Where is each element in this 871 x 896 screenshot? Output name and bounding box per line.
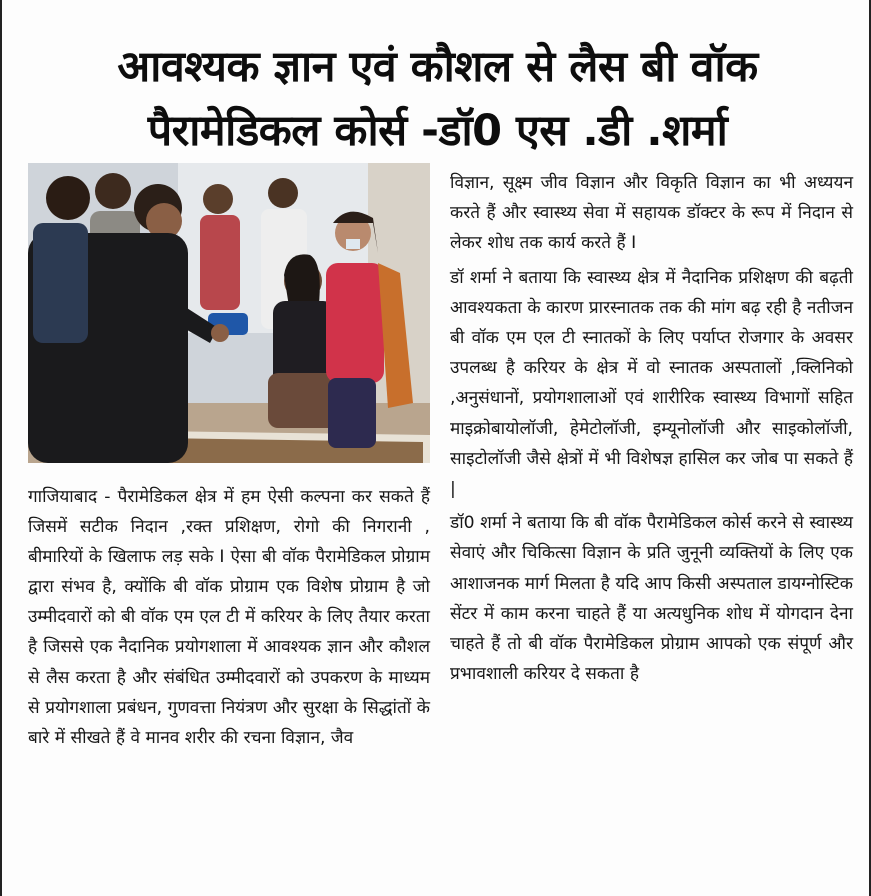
article-left-column bbox=[28, 482, 430, 753]
headline-line-1: आवश्यक ज्ञान एवं कौशल से लैस बी वॉक bbox=[117, 41, 758, 92]
news-photo bbox=[28, 163, 430, 463]
left-paragraph-1: गाजियाबाद - पैरामेडिकल क्षेत्र में हम ऐसी कल्पना कर सकते हैं जिसमें सटीक निदान ,रक्त प्रशिक्षण, रोगो की निगरानी , बीमारियों के खिलाफ लड़ सके I ऐसा बी वॉक पैरामेडिकल प्रोग्राम द्वारा संभव है, क्योंकि बी वॉक प्रोग्राम एक विशेष प्रोग्राम है जो उम्मीदवारों को बी वॉक एम एल टी में करियर के लिए तैयार करता है जिससे एक नैदानिक प्रयोगशाला में आवश्यक ज्ञान और कौशल से लैस करता है और संबंधित उम्मीदवारों को उपकरण के माध्यम से प्रयोगशाला प्रबंधन, गुणवत्ता नियंत्रण और सुरक्षा के सिद्धांतों के बारे में सीखते हैं वे मानव शरीर की रचना विज्ञान, जैव bbox=[28, 487, 430, 748]
right-paragraph-3: डॉ0 शर्मा ने बताया कि बी वॉक पैरामेडिकल कोर्स करने से स्वास्थ्य सेवाएं और चिकित्सा विज्ञान के प्रति जुनूनी व्यक्तियों के लिए एक आशाजनक मार्ग मिलता है यदि आप किसी अस्पताल डायग्नोस्टिक सेंटर में काम करना चाहते हैं या अत्यधुनिक शोध में योगदान देना चाहते हैं तो बी वॉक पैरामेडिकल प्रोग्राम आपको एक संपूर्ण और प्रभावशाली करियर दे सकता है bbox=[450, 513, 853, 685]
right-paragraph-1: विज्ञान, सूक्ष्म जीव विज्ञान और विकृति विज्ञान का भी अध्ययन करते हैं और स्वास्थ्य सेवा में सहायक डॉक्टर के रूप में निदान से लेकर शोध तक कार्य करते हैं I bbox=[450, 173, 853, 254]
article-right-column bbox=[450, 168, 853, 689]
headline bbox=[16, 35, 859, 163]
blood-pressure-demo-illustration bbox=[28, 163, 430, 463]
right-paragraph-2: डॉ शर्मा ने बताया कि स्वास्थ्य क्षेत्र में नैदानिक प्रशिक्षण की बढ़ती आवश्यकता के कारण प्रारस्नातक तक की मांग बढ़ रही है नतीजन बी वॉक एम एल टी स्नातकों के लिए पर्याप्त रोजगार के अवसर उपलब्ध है करियर के क्षेत्र में वो स्नातक अस्पतालों ,क्लिनिको ,अनुसंधानों, प्रयोगशालाओं एवं शारीरिक स्वास्थ्य विभागों सहित माइक्रोबायोलॉजी, हेमेटोलॉजी, इम्यूनोलॉजी और साइकोलॉजी, साइटोलॉजी जैसे क्षेत्रों में भी विशेषज्ञ हासिल कर जोब पा सकते हैं | bbox=[450, 267, 853, 500]
headline-line-2: पैरामेडिकल कोर्स -डॉ0 एस .डी .शर्मा bbox=[147, 105, 728, 156]
